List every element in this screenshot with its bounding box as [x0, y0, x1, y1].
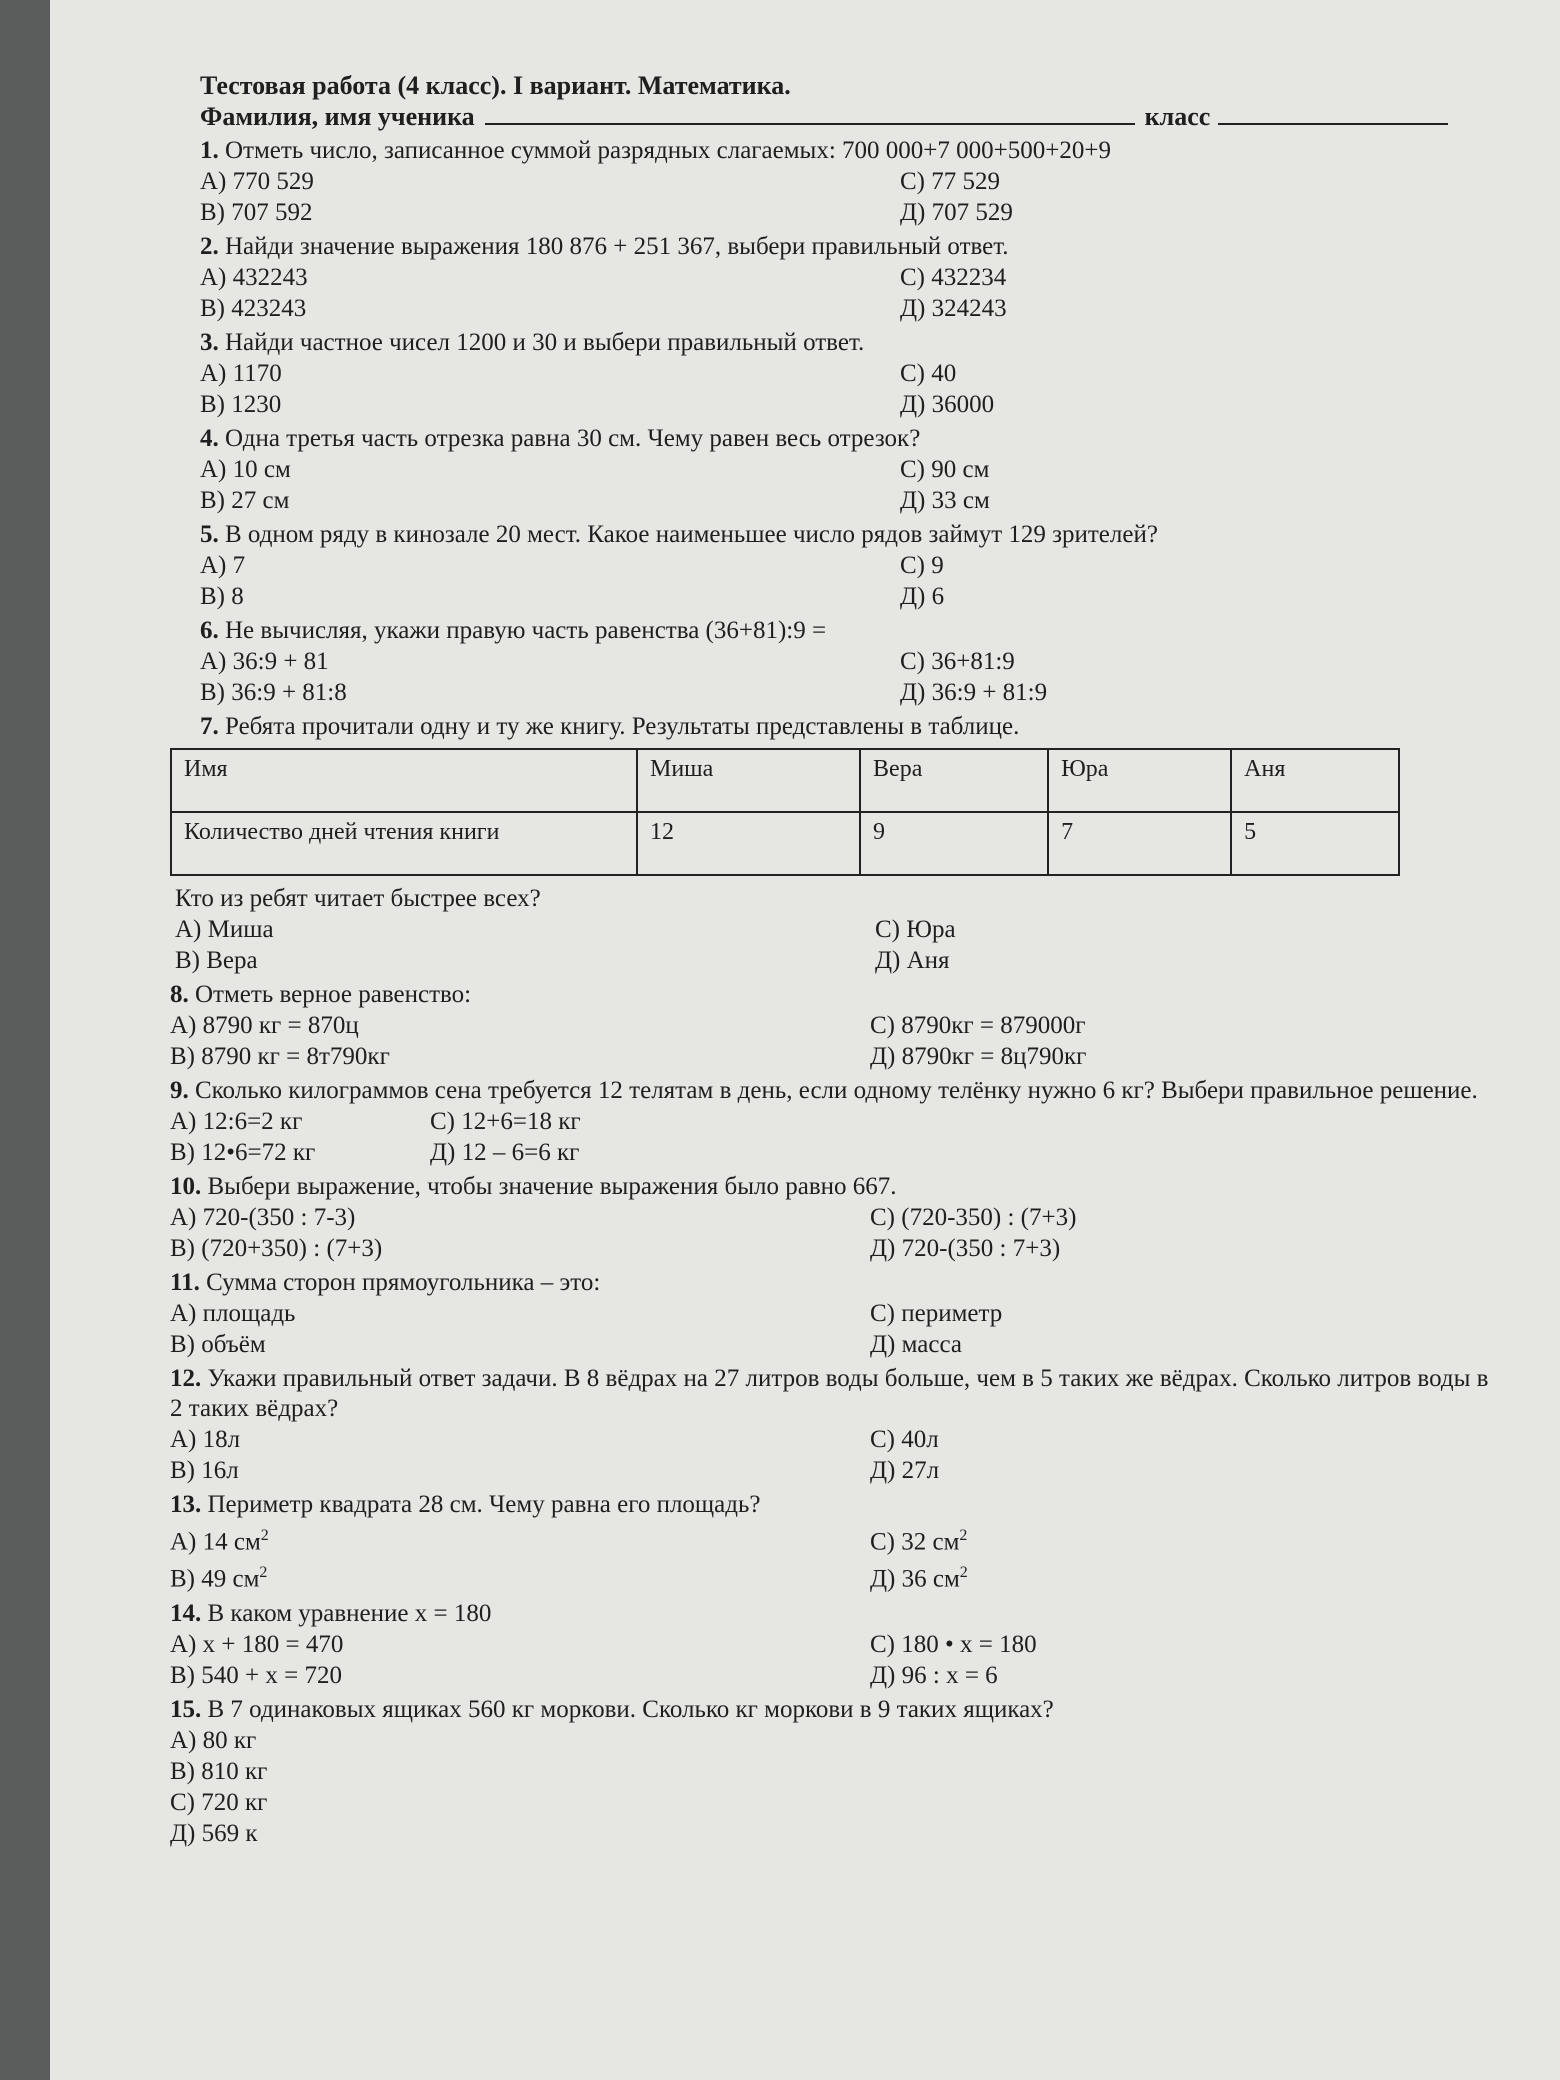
- table-header-row: [171, 749, 1399, 812]
- option-a: А) 7: [200, 552, 246, 579]
- question-8: 8. Отметь верное равенство: А) 8790 кг = 870ц С) 8790кг = 879000г В) 8790 кг = 8т790кг Д) 8790кг = 8ц790кг: [170, 980, 1500, 1072]
- option-d: Д) 36 $см^2$: [870, 1564, 968, 1593]
- option-c: С) 90 см: [900, 456, 990, 483]
- question-text: Отметь число, записанное суммой разрядных слагаемых: 700 000+7 000+500+20+9: [225, 137, 1111, 164]
- table-cell: Аня: [1231, 749, 1399, 812]
- option-b: В) 8: [200, 583, 244, 610]
- class-blank: [1218, 103, 1448, 125]
- option-a: А) 8790 кг = 870ц: [170, 1012, 359, 1039]
- option-c: С) 8790кг = 879000г: [870, 1012, 1086, 1039]
- option-d: Д) 36:9 + 81:9: [900, 679, 1048, 706]
- table-cell: 7: [1048, 812, 1231, 875]
- question-1: 1. Отметь число, записанное суммой разрядных слагаемых: 700 000+7 000+500+20+9 А) 770 529 С) 77 529 В) 707 592 Д) 707 529: [200, 136, 1500, 228]
- option-a: А) 432243: [200, 264, 308, 291]
- question-4: 4. Одна третья часть отрезка равна 30 см. Чему равен весь отрезок? А) 10 см С) 90 см В) 27 см Д) 33 см: [200, 424, 1500, 516]
- option-c: С) 32 $см^2$: [870, 1527, 968, 1556]
- table-cell: Имя: [171, 749, 637, 812]
- reading-table: [170, 748, 1400, 876]
- option-b: В) 12•6=72 кг: [170, 1139, 316, 1166]
- option-d: Д) 12 – 6=6 кг: [430, 1139, 580, 1166]
- question-text: В 7 одинаковых ящиках 560 кг моркови. Сколько кг моркови в 9 таких ящиках?: [207, 1695, 1054, 1723]
- option-a: А) 720-(350 : 7-3): [170, 1204, 356, 1231]
- question-text: Не вычисляя, укажи правую часть равенства (36+81):9 =: [225, 617, 827, 644]
- table-cell: 12: [637, 812, 860, 875]
- option-a: А) 80 кг: [170, 1726, 257, 1754]
- question-text: Ребята прочитали одну и ту же книгу. Результаты представлены в таблице.: [225, 713, 1020, 740]
- table-cell: Юра: [1048, 749, 1231, 812]
- question-text: Укажи правильный ответ задачи. В 8 вёдрах на 27 литров воды больше, чем в 5 таких же вёдрах. Сколько литров воды в 2 таких вёдрах?: [170, 1365, 1489, 1422]
- option-b: В) 1230: [200, 391, 282, 418]
- option-c: С) Юра: [875, 916, 956, 943]
- option-d: Д) 6: [900, 583, 945, 610]
- table-cell: Вера: [860, 749, 1048, 812]
- option-b: В) 36:9 + 81:8: [200, 679, 347, 706]
- question-13: 13. Периметр квадрата 28 см. Чему равна его площадь? А) 14 $см^2$ С) 32 $см^2$ В) 49 $см^2$ Д) 36 $см^2$: [170, 1490, 1500, 1595]
- option-c: С) 432234: [900, 264, 1007, 291]
- option-d: Д) 720-(350 : 7+3): [870, 1235, 1061, 1262]
- table-cell: 9: [860, 812, 1048, 875]
- question-text: Найди частное чисел 1200 и 30 и выбери правильный ответ.: [225, 329, 865, 356]
- test-document: [170, 70, 1500, 1849]
- question-6: 6. Не вычисляя, укажи правую часть равенства (36+81):9 = А) 36:9 + 81 С) 36+81:9 В) 36:9 + 81:8 Д) 36:9 + 81:9: [200, 616, 1500, 708]
- option-d: Д) 36000: [900, 391, 995, 418]
- option-b: В) Вера: [175, 947, 258, 974]
- option-c: С) 40л: [870, 1426, 939, 1453]
- question-7: 7. Ребята прочитали одну и ту же книгу. Результаты представлены в таблице. Имя Миша Вера Юра Аня Количество дней чтения книги 12 9 7 5 Кто из ребят читает быстрее всех? А) Миша С) Юра В) Вера Д) Аня: [200, 712, 1500, 976]
- option-b: В) 810 кг: [170, 1757, 268, 1785]
- option-d: Д) 33 см: [900, 487, 990, 514]
- question-subtext: Кто из ребят читает быстрее всех?: [175, 885, 541, 912]
- table-cell: Миша: [637, 749, 860, 812]
- table-cell: 5: [1231, 812, 1399, 875]
- option-a: А) 1170: [200, 360, 282, 387]
- option-d: Д) 8790кг = 8ц790кг: [870, 1043, 1087, 1070]
- option-a: А) площадь: [170, 1300, 296, 1327]
- option-c: С) 12+6=18 кг: [430, 1108, 581, 1135]
- question-text: Сколько килограммов сена требуется 12 телятам в день, если одному телёнку нужно 6 кг? Выбери правильное решение.: [195, 1077, 1478, 1104]
- option-c: С) периметр: [870, 1300, 1003, 1327]
- question-14: 14. В каком уравнение х = 180 А) х + 180 = 470 С) 180 • х = 180 В) 540 + х = 720 Д) 96 : х = 6: [170, 1599, 1500, 1691]
- question-text: Сумма сторон прямоугольника – это:: [206, 1269, 601, 1296]
- question-15: 15. В 7 одинаковых ящиках 560 кг моркови. Сколько кг моркови в 9 таких ящиках? А) 80 кг В) 810 кг С) 720 кг Д) 569 к: [170, 1695, 1500, 1849]
- option-d: Д) 96 : х = 6: [870, 1661, 998, 1689]
- option-b: В) (720+350) : (7+3): [170, 1235, 383, 1262]
- option-c: С) 40: [900, 360, 957, 387]
- option-a: А) Миша: [175, 916, 274, 943]
- option-a: А) 18л: [170, 1426, 241, 1453]
- option-d: Д) 569 к: [170, 1819, 258, 1847]
- table-row: [171, 812, 1399, 875]
- option-b: В) 707 592: [200, 199, 313, 226]
- table-cell: Количество дней чтения книги: [171, 812, 637, 875]
- option-b: В) объём: [170, 1331, 266, 1358]
- question-text: Отметь верное равенство:: [195, 981, 472, 1008]
- option-d: Д) 707 529: [900, 199, 1013, 226]
- option-a: А) х + 180 = 470: [170, 1630, 344, 1658]
- fio-label: Фамилия, имя ученика: [200, 102, 475, 131]
- option-c: С) 180 • х = 180: [870, 1630, 1037, 1658]
- option-a: А) 14 $см^2$: [170, 1527, 269, 1556]
- option-a: А) 10 см: [200, 456, 291, 483]
- question-3: 3. Найди частное чисел 1200 и 30 и выбери правильный ответ. А) 1170 С) 40 В) 1230 Д) 36000: [200, 328, 1500, 420]
- class-label: класс: [1144, 102, 1211, 131]
- fio-blank: [485, 103, 1135, 125]
- question-5: 5. В одном ряду в кинозале 20 мест. Какое наименьшее число рядов займут 129 зрителей? А) 7 С) 9 В) 8 Д) 6: [200, 520, 1500, 612]
- question-10: 10. Выбери выражение, чтобы значение выражения было равно 667. А) 720-(350 : 7-3) С) (720-350) : (7+3) В) (720+350) : (7+3) Д) 720-(350 : 7+3): [170, 1172, 1500, 1264]
- question-text: Найди значение выражения 180 876 + 251 367, выбери правильный ответ.: [225, 233, 1009, 260]
- question-11: 11. Сумма сторон прямоугольника – это: А) площадь С) периметр В) объём Д) масса: [170, 1268, 1500, 1360]
- option-d: Д) Аня: [875, 947, 950, 974]
- page-title: Тестовая работа (4 класс). I вариант. Математика.: [200, 71, 791, 100]
- option-c: С) 720 кг: [170, 1788, 268, 1816]
- question-text: Выбери выражение, чтобы значение выражения было равно 667.: [207, 1173, 897, 1200]
- option-d: Д) 27л: [870, 1457, 940, 1484]
- option-d: Д) 324243: [900, 295, 1007, 322]
- option-b: В) 8790 кг = 8т790кг: [170, 1043, 390, 1070]
- question-text: В каком уравнение х = 180: [207, 1599, 492, 1627]
- question-text: Одна третья часть отрезка равна 30 см. Чему равен весь отрезок?: [225, 425, 921, 452]
- question-text: Периметр квадрата 28 см. Чему равна его площадь?: [207, 1491, 761, 1518]
- question-text: В одном ряду в кинозале 20 мест. Какое наименьшее число рядов займут 129 зрителей?: [225, 521, 1158, 548]
- option-a: А) 12:6=2 кг: [170, 1108, 303, 1135]
- option-c: С) 9: [900, 552, 944, 579]
- question-2: 2. Найди значение выражения 180 876 + 251 367, выбери правильный ответ. А) 432243 С) 432234 В) 423243 Д) 324243: [200, 232, 1500, 324]
- option-b: В) 16л: [170, 1457, 239, 1484]
- option-b: В) 49 $см^2$: [170, 1564, 268, 1593]
- option-a: А) 36:9 + 81: [200, 648, 329, 675]
- option-b: В) 27 см: [200, 487, 290, 514]
- option-d: Д) масса: [870, 1331, 962, 1358]
- fio-row: [200, 102, 1500, 132]
- option-b: В) 423243: [200, 295, 307, 322]
- option-b: В) 540 + х = 720: [170, 1661, 342, 1689]
- question-9: 9. Сколько килограммов сена требуется 12 телятам в день, если одному телёнку нужно 6 кг? Выбери правильное решение. А) 12:6=2 кг С) 12+6=18 кг В) 12•6=72 кг Д) 12 – 6=6 кг: [170, 1077, 1478, 1166]
- paper-sheet: [50, 0, 1560, 2080]
- option-a: А) 770 529: [200, 168, 314, 195]
- question-12: 12. Укажи правильный ответ задачи. В 8 вёдрах на 27 литров воды больше, чем в 5 таких же вёдрах. Сколько литров воды в 2 таких вёдрах? А) 18л С) 40л В) 16л Д) 27л: [170, 1365, 1489, 1484]
- option-c: С) 36+81:9: [900, 648, 1015, 675]
- option-c: С) 77 529: [900, 168, 1000, 195]
- option-c: С) (720-350) : (7+3): [870, 1204, 1077, 1231]
